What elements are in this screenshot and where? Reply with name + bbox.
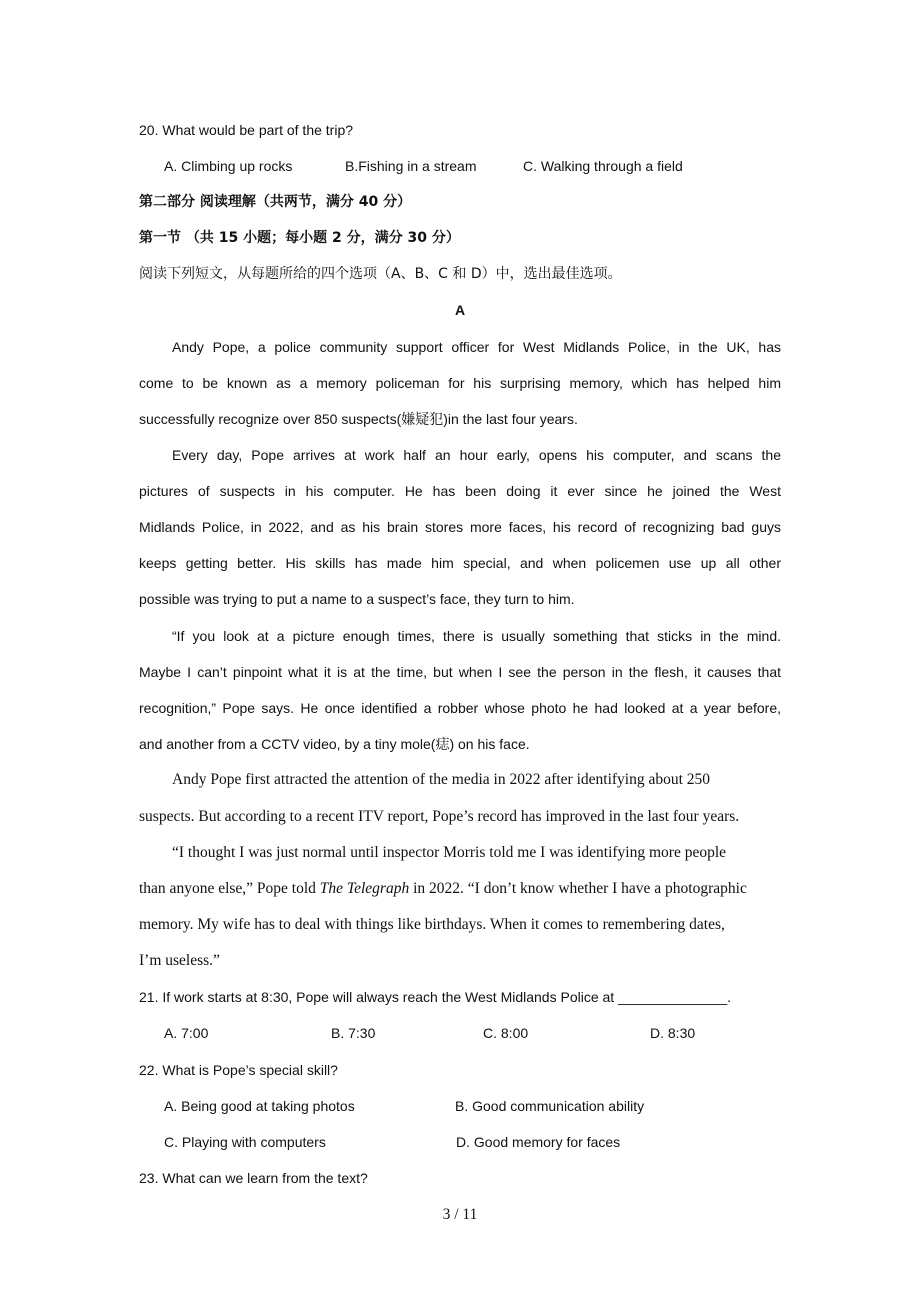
passage-line: successfully recognize over 850 suspects(嫌疑犯)in the last four years.: [139, 411, 578, 427]
passage-line: Every day, Pope arrives at work half an hour early, opens his computer, and scans the: [172, 447, 781, 463]
q22-option-a: A. Being good at taking photos: [164, 1098, 355, 1114]
q22-option-c: C. Playing with computers: [164, 1134, 326, 1150]
passage-line: and another from a CCTV video, by a tiny mole(痣) on his face.: [139, 736, 530, 752]
text: than anyone else,” Pope told: [139, 880, 320, 897]
q20-options: [139, 155, 781, 177]
q20-stem: 20. What would be part of the trip?: [139, 122, 354, 138]
q22-option-d: D. Good memory for faces: [456, 1134, 621, 1150]
passage-line: Andy Pope first attracted the attention of the media in 2022 after identifying about 250: [172, 771, 711, 788]
q22-stem: 22. What is Pope’s special skill?: [139, 1062, 338, 1078]
passage-line: I’m useless.”: [139, 952, 220, 969]
publication-title: The Telegraph: [319, 880, 410, 897]
q21-option-d: D. 8:30: [650, 1025, 696, 1041]
page-number: 3 / 11: [442, 1206, 478, 1223]
q22-option-b: B. Good communication ability: [455, 1098, 645, 1114]
passage-line: Midlands Police, in 2022, and as his brain stores more faces, his record of recognizing bad guys: [139, 519, 781, 535]
passage-line: Maybe I can’t pinpoint what it is at the time, but when I see the person in the flesh, it causes that: [139, 664, 781, 680]
q21-option-c: C. 8:00: [483, 1025, 529, 1041]
passage-line: pictures of suspects in his computer. He has been doing it ever since he joined the West: [139, 483, 781, 499]
passage-line: “I thought I was just normal until inspector Morris told me I was identifying more people: [172, 844, 727, 861]
passage-line: come to be known as a memory policeman for his surprising memory, which has helped him: [139, 375, 781, 391]
q22-options-row1: [139, 1095, 781, 1117]
part-heading: 第二部分 阅读理解（共两节，满分 40 分）: [139, 194, 412, 210]
passage-label: A: [454, 302, 466, 318]
passage-line: keeps getting better. His skills has made him special, and when policemen use up all other: [139, 555, 781, 571]
instruction: 阅读下列短文，从每题所给的四个选项（A、B、C 和 D）中，选出最佳选项。: [139, 266, 622, 282]
passage-line: [139, 878, 781, 900]
q21-option-b: B. 7:30: [331, 1025, 376, 1041]
q20-option-b: B.Fishing in a stream: [345, 158, 477, 174]
passage-line: suspects. But according to a recent ITV report, Pope’s record has improved in the last four years.: [139, 808, 740, 825]
q21-stem: 21. If work starts at 8:30, Pope will always reach the West Midlands Police at ______________.: [139, 989, 731, 1005]
q20-option-a: A. Climbing up rocks: [164, 158, 293, 174]
passage-line: Andy Pope, a police community support officer for West Midlands Police, in the UK, has: [172, 339, 781, 355]
q23-stem: 23. What can we learn from the text?: [139, 1170, 368, 1186]
passage-line: recognition,” Pope says. He once identified a robber whose photo he had looked at a year before,: [139, 700, 781, 716]
passage-line: possible was trying to put a name to a suspect’s face, they turn to him.: [139, 591, 575, 607]
passage-line: memory. My wife has to deal with things like birthdays. When it comes to remembering dates,: [139, 916, 725, 933]
q22-options-row2: [139, 1131, 781, 1153]
section-heading: 第一节 （共 15 小题；每小题 2 分，满分 30 分）: [139, 230, 460, 246]
q21-option-a: A. 7:00: [164, 1025, 209, 1041]
q21-options: [139, 1022, 781, 1044]
text: in 2022. “I don’t know whether I have a photographic: [409, 880, 747, 897]
passage-line: “If you look at a picture enough times, there is usually something that sticks in the mind.: [172, 628, 781, 644]
q20-option-c: C. Walking through a field: [523, 158, 683, 174]
